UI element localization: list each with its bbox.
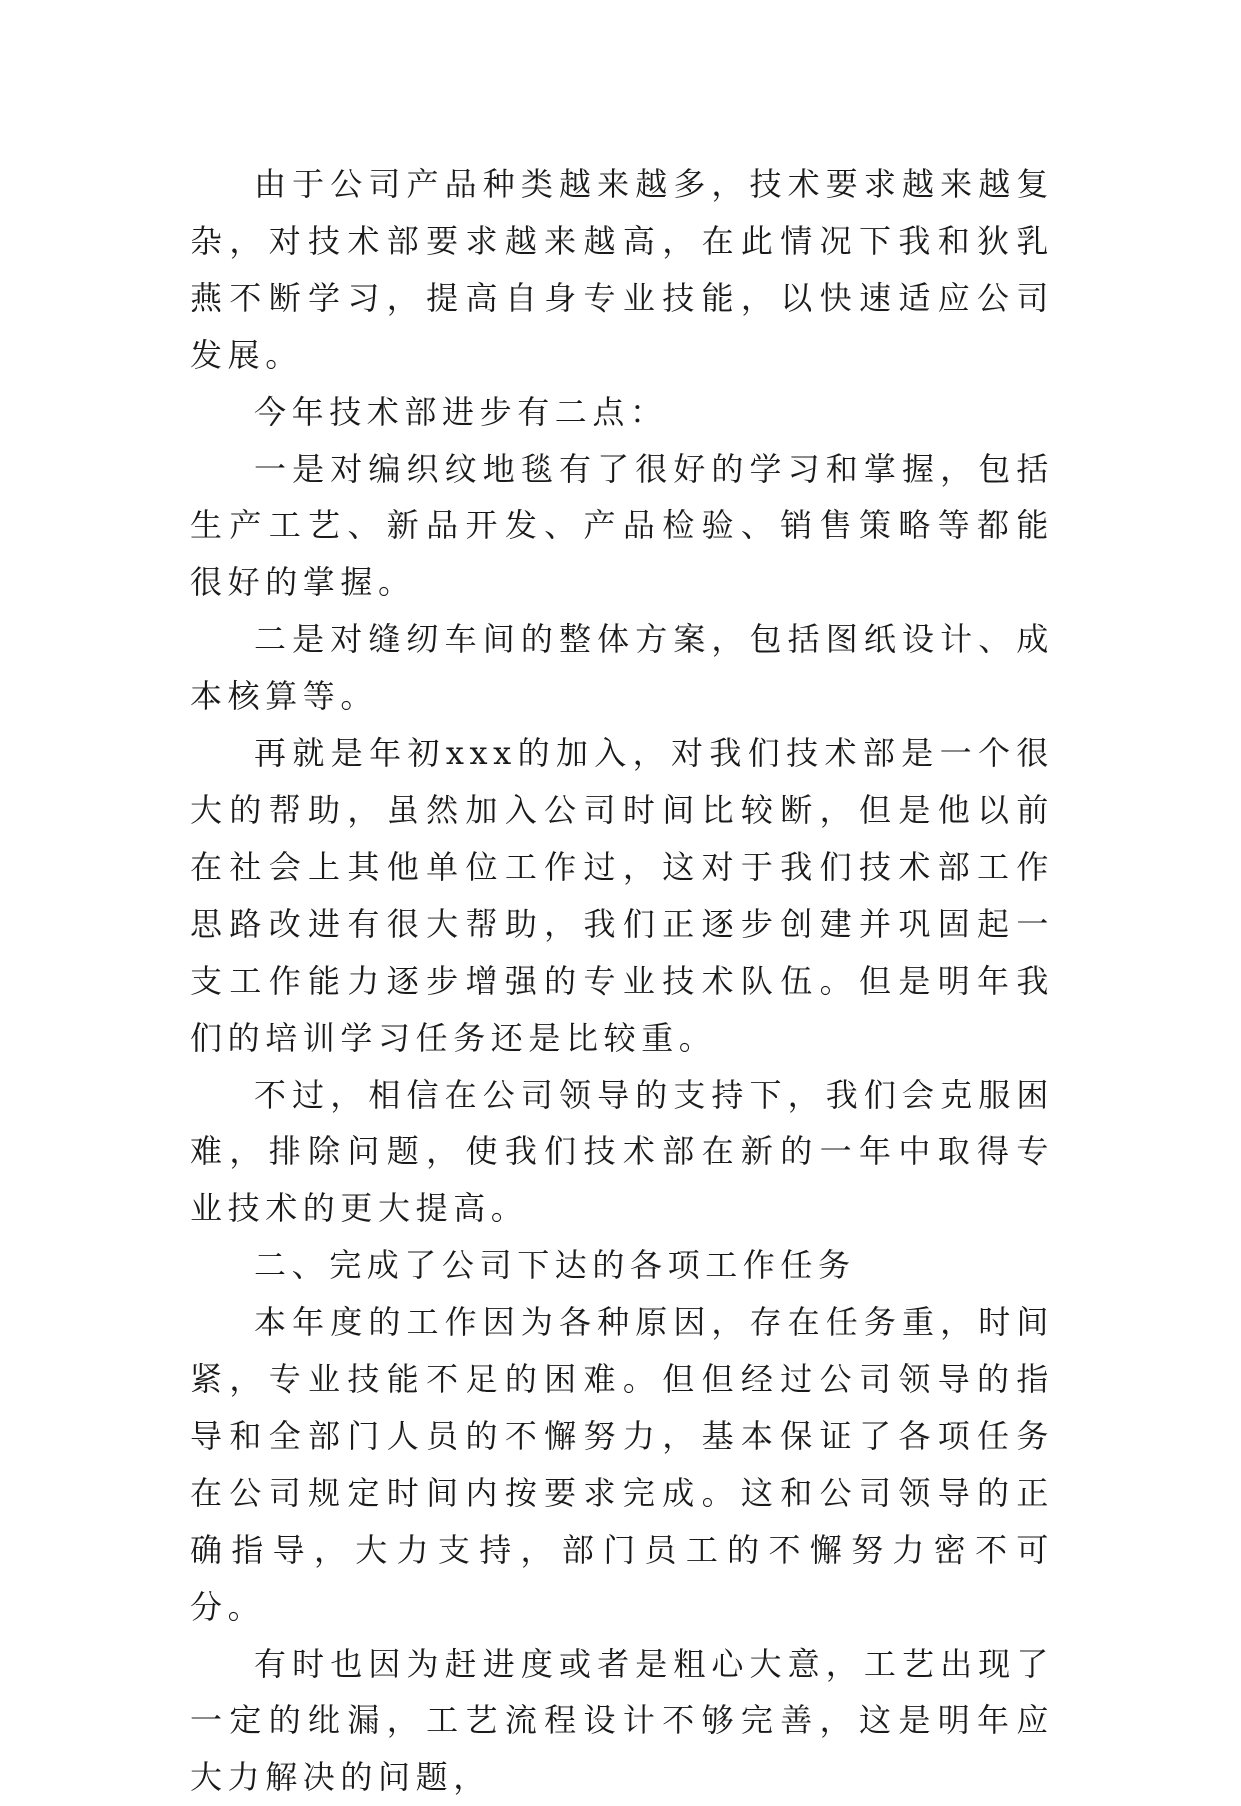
paragraph: 再就是年初xxx的加入，对我们技术部是一个很大的帮助，虽然加入公司时间比较断，但是他以前在社会上其他单位工作过，这对于我们技术部工作思路改进有很大帮助，我们正逐步创建并巩固起一支工作能力逐步增强的专业技术队伍。但是明年我们的培训学习任务还是比较重。: [190, 734, 1054, 1057]
paragraph: 有时也因为赶进度或者是粗心大意，工艺出现了一定的纰漏，工艺流程设计不够完善，这是明年应大力解决的问题，: [190, 1644, 1054, 1797]
paragraph: 由于公司产品种类越来越多，技术要求越来越复杂，对技术部要求越来越高，在此情况下我和狄乳燕不断学习，提高自身专业技能，以快速适应公司发展。: [190, 165, 1054, 374]
document-body: [190, 156, 1054, 1806]
section-heading: 二、完成了公司下达的各项工作任务: [254, 1246, 856, 1285]
paragraph: 二是对缝纫车间的整体方案，包括图纸设计、成本核算等。: [190, 620, 1054, 716]
paragraph: 今年技术部进步有二点：: [254, 392, 668, 431]
paragraph: 一是对编织纹地毯有了很好的学习和掌握，包括生产工艺、新品开发、产品检验、销售策略等都能很好的掌握。: [190, 449, 1054, 602]
paragraph: 不过，相信在公司领导的支持下，我们会克服困难，排除问题，使我们技术部在新的一年中取得专业技术的更大提高。: [190, 1075, 1054, 1228]
paragraph: 本年度的工作因为各种原因，存在任务重，时间紧，专业技能不足的困难。但但经过公司领导的指导和全部门人员的不懈努力，基本保证了各项任务在公司规定时间内按要求完成。这和公司领导的正确指导，大力支持，部门员工的不懈努力密不可分。: [190, 1303, 1054, 1626]
